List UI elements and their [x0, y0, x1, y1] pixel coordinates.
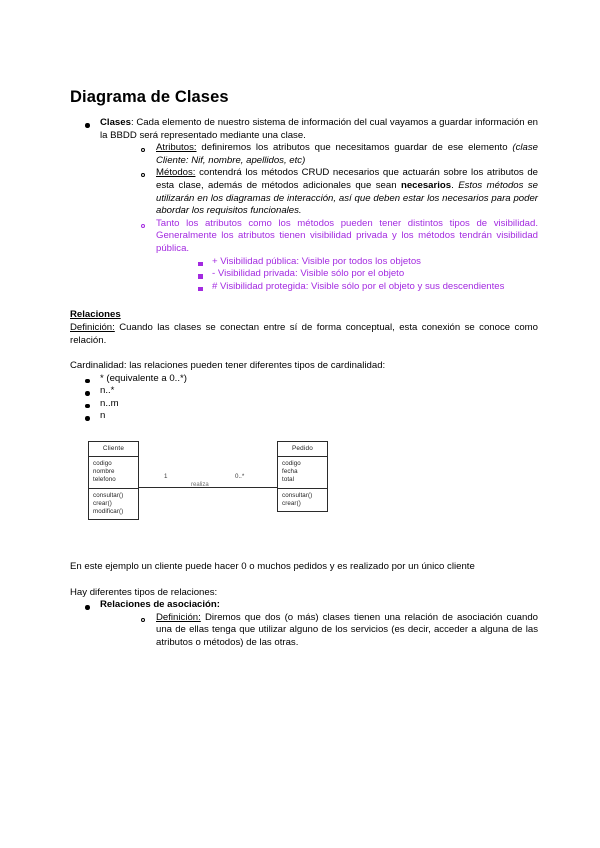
cardinalidad-item-text: n..* — [100, 385, 115, 397]
visibilidad-types-list — [194, 256, 538, 294]
uml-methods-cliente — [89, 489, 138, 520]
uml-multiplicity-right: 0..* — [235, 473, 245, 481]
list-item-visibilidad — [136, 218, 538, 294]
relaciones-definicion-label: Definición: — [70, 321, 115, 333]
uml-multiplicity-left: 1 — [164, 473, 168, 481]
list-item-relaciones-asociacion — [80, 599, 538, 649]
cardinalidad-item-text: n..m — [100, 397, 119, 409]
metodos-paragraph — [156, 167, 538, 217]
list-item-cardinalidad-n-m — [80, 398, 538, 411]
uml-method: consultar() — [282, 491, 313, 499]
cardinalidad-item-text: * (equivalente a 0..*) — [100, 372, 187, 384]
uml-attribute: fecha — [282, 468, 298, 476]
visibilidad-privada-text: - Visibilidad privada: Visible sólo por el objeto — [212, 268, 405, 280]
relaciones-heading: Relaciones — [70, 309, 121, 321]
visibilidad-intro: Tanto los atributos como los métodos pueden tener distintos tipos de visibilidad. Generalmente los atributos tienen visibilidad privada y los métodos tendrán visibilidad pública. — [156, 217, 538, 254]
clases-sublist — [136, 142, 538, 218]
relaciones-definicion-text: Cuando las clases se conectan entre sí de forma conceptual, esta conexión se conoce como relación. — [70, 321, 538, 346]
atributos-text: definiremos los atributos que necesitamos guardar de ese elemento — [196, 142, 513, 154]
uml-class-pedido — [277, 441, 328, 512]
visibilidad-publica-text: + Visibilidad pública: Visible por todos los objetos — [212, 255, 421, 267]
atributos-paragraph — [156, 142, 538, 167]
uml-method: crear() — [282, 499, 301, 507]
visibilidad-sublist — [136, 218, 538, 294]
uml-attribute: telefono — [93, 476, 116, 484]
asociacion-definicion-paragraph — [156, 612, 538, 650]
uml-method: consultar() — [93, 491, 124, 499]
list-item-visibilidad-privada — [194, 268, 538, 281]
metodos-period: . — [451, 179, 459, 191]
list-item-cardinalidad-n — [80, 410, 538, 423]
uml-attributes-pedido — [278, 457, 327, 489]
uml-method: modificar() — [93, 508, 124, 516]
page-title: Diagrama de Clases — [70, 88, 229, 106]
list-item-clases — [80, 117, 538, 293]
cardinalidad-intro: Cardinalidad: las relaciones pueden tener diferentes tipos de cardinalidad: — [70, 360, 386, 372]
list-item-asociacion-definicion — [136, 612, 538, 650]
clases-label: Clases — [100, 117, 131, 128]
spacer — [70, 293, 538, 309]
list-item-metodos — [136, 167, 538, 217]
uml-class-diagram — [79, 437, 549, 547]
uml-attributes-cliente — [89, 457, 138, 489]
asociacion-label: Relaciones de asociación: — [100, 599, 220, 611]
uml-association-name: realiza — [191, 482, 209, 489]
metodos-text: contendrá los métodos CRUD necesarios que actuarán sobre los atributos de esta clase, además de métodos adicionales que sean — [156, 167, 538, 191]
asociacion-definicion-label: Definición: — [156, 611, 201, 623]
relaciones-definicion — [70, 322, 538, 347]
clases-text: : Cada elemento de nuestro sistema de información del cual vayamos a guardar información en la BBDD será representado mediante una clase. — [100, 117, 538, 141]
visibilidad-protegida-text: # Visibilidad protegida: Visible sólo por el objeto y sus descendientes — [212, 280, 505, 292]
tipos-list — [80, 599, 538, 649]
cardinalidad-item-text: n — [100, 410, 106, 422]
metodos-label: Métodos: — [156, 167, 196, 179]
list-item-atributos — [136, 142, 538, 167]
uml-class-name-cliente: Cliente — [89, 442, 138, 457]
spacer — [70, 347, 538, 360]
atributos-example: (clase Cliente: Nif, nombre, apellidos, etc) — [156, 142, 538, 166]
spacer — [70, 574, 538, 587]
metodos-italic-tail: Estos métodos se utilizarán en los diagramas de interacción, así que deben estar los necesarios para poder abordar los requisitos funcionales. — [156, 179, 538, 217]
uml-method: crear() — [93, 499, 112, 507]
clases-paragraph — [100, 117, 538, 142]
uml-class-name-pedido: Pedido — [278, 442, 327, 457]
uml-methods-pedido — [278, 489, 327, 511]
list-item-cardinalidad-asterisco — [80, 373, 538, 386]
uml-class-cliente — [88, 441, 139, 520]
atributos-label: Atributos: — [156, 142, 197, 154]
metodos-bold-tail: necesarios — [400, 179, 452, 191]
asociacion-definicion-text: Diremos que dos (o más) clases tienen una relación de asociación cuando una de ellas tenga que utilizar alguno de los servicios (es decir, acceder a alguna de las atributos o métodos) de las otras. — [156, 611, 538, 649]
tipos-intro: Hay diferentes tipos de relaciones: — [70, 586, 218, 598]
clases-list — [80, 117, 538, 293]
list-item-cardinalidad-n-asterisco — [80, 385, 538, 398]
example-note: En este ejemplo un cliente puede hacer 0 o muchos pedidos y es realizado por un único cliente — [70, 561, 475, 573]
list-item-visibilidad-protegida — [194, 281, 538, 294]
asociacion-sublist — [136, 612, 538, 650]
list-item-visibilidad-publica — [194, 256, 538, 269]
uml-attribute: total — [282, 476, 295, 484]
cardinalidad-list — [80, 373, 538, 423]
uml-attribute: codigo — [93, 460, 112, 468]
uml-attribute: codigo — [282, 460, 301, 468]
uml-attribute: nombre — [93, 468, 115, 476]
